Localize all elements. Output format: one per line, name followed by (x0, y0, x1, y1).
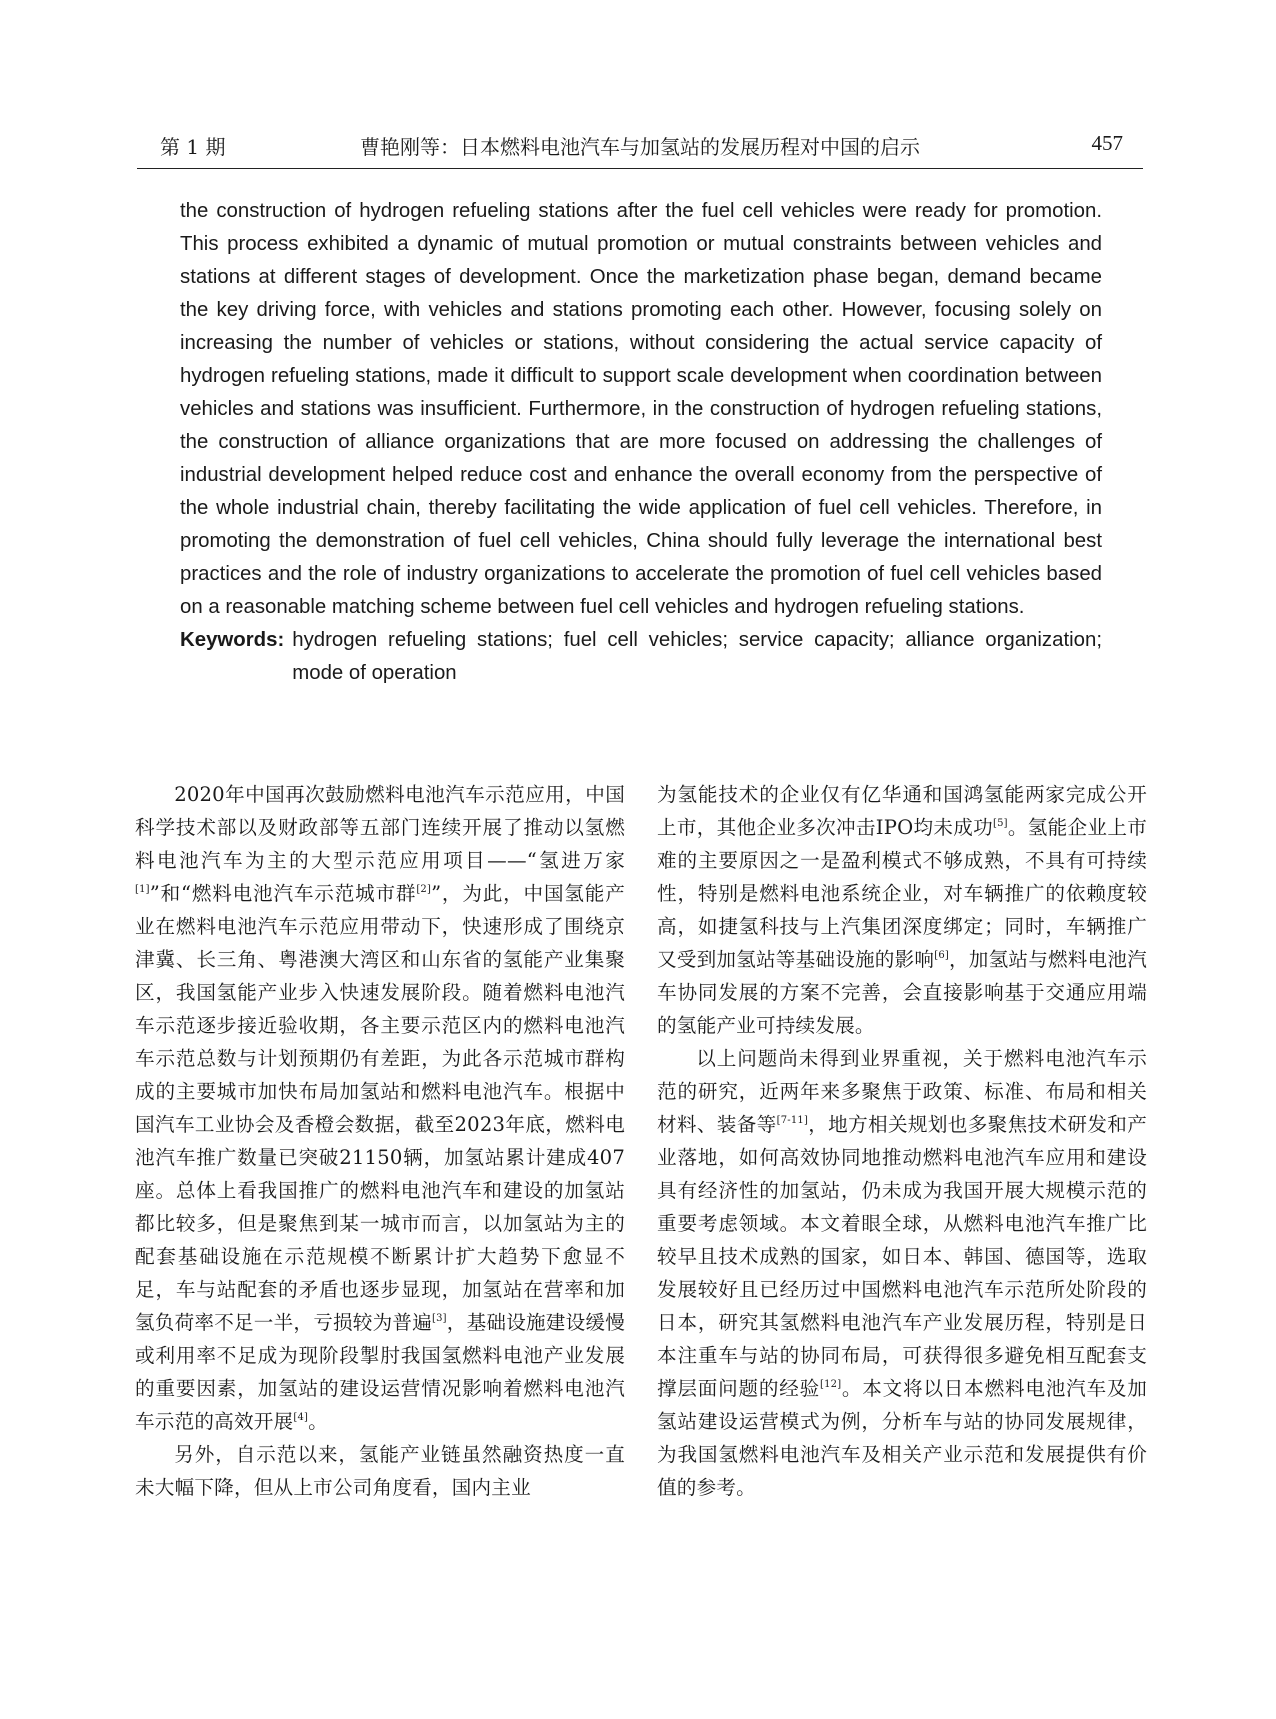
issue-number: 第 1 期 (160, 135, 226, 159)
citation: [7-11] (776, 1115, 809, 1126)
citation: [5] (993, 818, 1008, 829)
body-paragraph: 以上问题尚未得到业界重视，关于燃料电池汽车示范的研究，近两年来多聚焦于政策、标准、布局和相关材料、装备等[7-11]，地方相关规划也多聚焦技术研发和产业落地，如何高效协同地推动燃料电池汽车应用和建设具有经济性的加氢站，仍未成为我国开展大规模示范的重要考虑领域。本文着眼全球，从燃料电池汽车推广比较早且技术成熟的国家，如日本、韩国、德国等，选取发展较好且已经历过中国燃料电池汽车示范所处阶段的日本，研究其氢燃料电池汽车产业发展历程，特别是日本注重车与站的协同布局，可获得很多避免相互配套支撑层面问题的经验[12]。本文将以日本燃料电池汽车及加氢站建设运营模式为例，分析车与站的协同发展规律，为我国氢燃料电池汽车及相关产业示范和发展提供有价值的参考。 (657, 1047, 1148, 1499)
running-title: 曹艳刚等：日本燃料电池汽车与加氢站的发展历程对中国的启示 (360, 135, 920, 159)
abstract-text: the construction of hydrogen refueling stations after the fuel cell vehicles were ready for promotion. This process exhibited a dynamic of mutual promotion or mutual constraints between vehicles and stations at different stages of development. Once the marketization phase began, demand became the key driving force, with vehicles and stations promoting each other. However, focusing solely on increasing the number of vehicles or stations, without considering the actual service capacity of hydrogen refueling stations, made it difficult to support scale development when coordination between vehicles and stations was insufficient. Furthermore, in the construction of hydrogen refueling stations, the construction of alliance organizations that are more focused on addressing the challenges of industrial development helped reduce cost and enhance the overall economy from the perspective of the whole industrial chain, thereby facilitating the wide application of fuel cell vehicles. Therefore, in promoting the demonstration of fuel cell vehicles, China should fully leverage the international best practices and the role of industry organizations to accelerate the promotion of fuel cell vehicles based on a reasonable matching scheme between fuel cell vehicles and hydrogen refueling stations. (180, 200, 1102, 618)
citation: [12] (820, 1379, 842, 1390)
body-column-right (657, 778, 1147, 1504)
citation: [2] (416, 884, 432, 895)
citation: [1] (135, 884, 150, 895)
body-column-left (135, 778, 625, 1504)
citation: [6] (934, 950, 949, 961)
body-paragraph: 另外，自示范以来，氢能产业链虽然融资热度一直未大幅下降，但从上市公司角度看，国内主业 (135, 1443, 625, 1499)
body-paragraph: 2020年中国再次鼓励燃料电池汽车示范应用，中国科学技术部以及财政部等五部门连续开展了推动以氢燃料电池汽车为主的大型示范应用项目——“氢进万家[1]”和“燃料电池汽车示范城市群[2]”，为此，中国氢能产业在燃料电池汽车示范应用带动下，快速形成了围绕京津冀、长三角、粤港澳大湾区和山东省的氢能产业集聚区，我国氢能产业步入快速发展阶段。随着燃料电池汽车示范逐步接近验收期，各主要示范区内的燃料电池汽车示范总数与计划预期仍有差距，为此各示范城市群构成的主要城市加快布局加氢站和燃料电池汽车。根据中国汽车工业协会及香橙会数据，截至2023年底，燃料电池汽车推广数量已突破21150辆，加氢站累计建成407座。总体上看我国推广的燃料电池汽车和建设的加氢站都比较多，但是聚焦到某一城市而言，以加氢站为主的配套基础设施在示范规模不断累计扩大趋势下愈显不足，车与站配套的矛盾也逐步显现，加氢站在营率和加氢负荷率不足一半，亏损较为普遍[3]，基础设施建设缓慢或利用率不足成为现阶段掣肘我国氢燃料电池产业发展的重要因素，加氢站的建设运营情况影响着燃料电池汽车示范的高效开展[4]。 (135, 783, 625, 1433)
body-paragraph: 为氢能技术的企业仅有亿华通和国鸿氢能两家完成公开上市，其他企业多次冲击IPO均未成功[5]。氢能企业上市难的主要原因之一是盈利模式不够成熟，不具有可持续性，特别是燃料电池系统企业，对车辆推广的依赖度较高，如捷氢科技与上汽集团深度绑定；同时，车辆推广又受到加氢站等基础设施的影响[6]，加氢站与燃料电池汽车协同发展的方案不完善，会直接影响基于交通应用端的氢能产业可持续发展。 (657, 783, 1147, 1037)
keywords-text: hydrogen refueling stations; fuel cell vehicles; service capacity; alliance organization; mode of operation (292, 629, 1102, 684)
citation: [3] (432, 1313, 447, 1324)
keywords (180, 624, 1102, 690)
citation: [4] (293, 1412, 309, 1423)
page-number: 457 (1091, 131, 1123, 155)
keywords-label: Keywords: (180, 629, 285, 651)
english-abstract (180, 195, 1102, 690)
running-header (137, 128, 1143, 169)
